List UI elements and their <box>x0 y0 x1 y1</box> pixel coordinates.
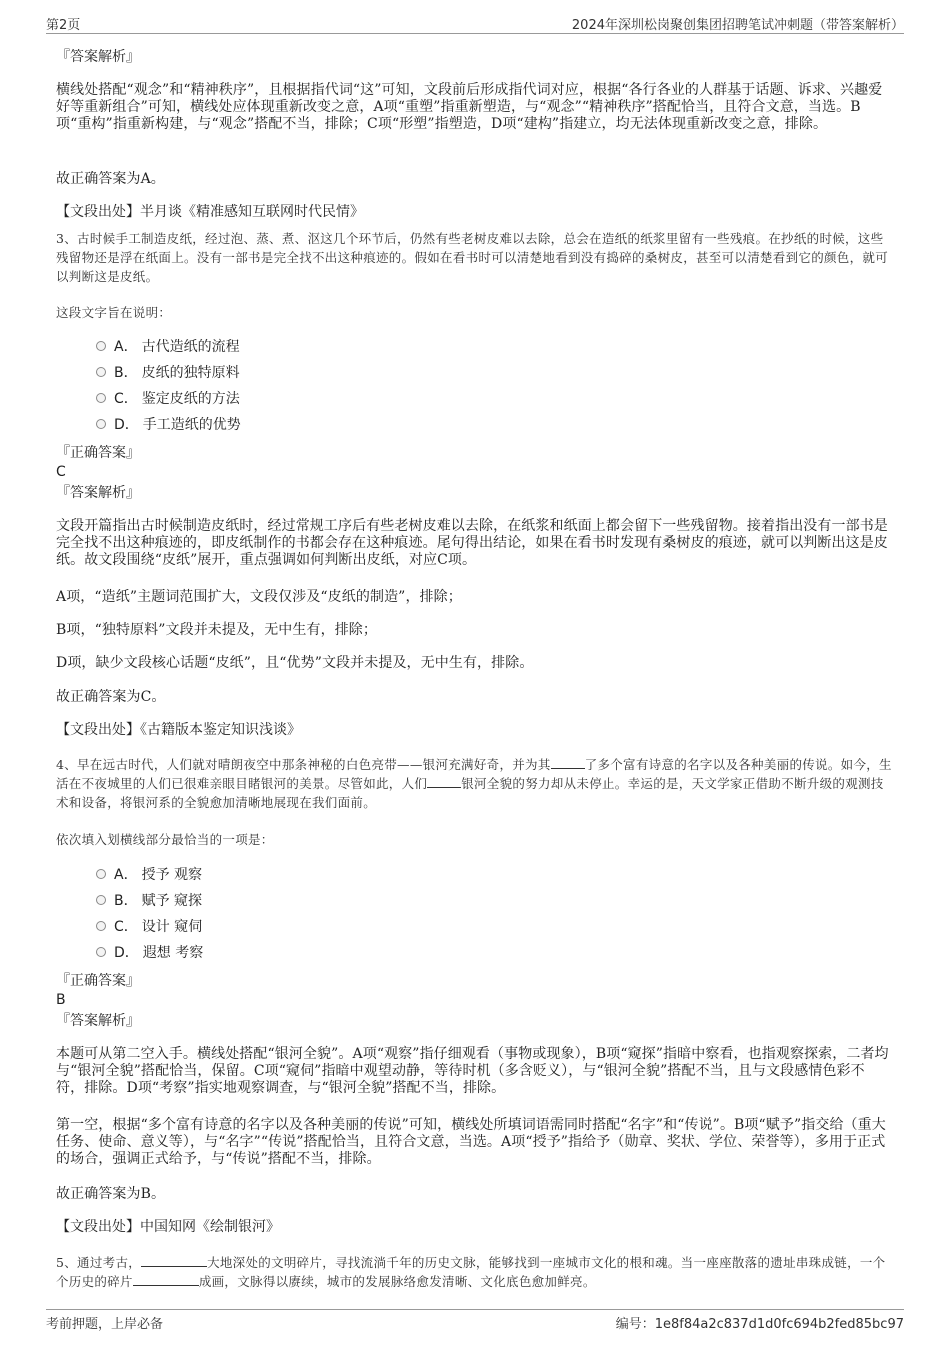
q3-analysis-text: 文段开篇指出古时候制造皮纸时，经过常规工序后有些老树皮难以去除，在纸浆和纸面上都会留下一些残留物。接着指出没有一部书是完全找不出这种痕迹的，即皮纸制作的书都会存在这种痕迹。尾句得出结论，如果在看书时发现有桑树皮的痕迹，就可以判断出这是皮纸。故文段围绕“皮纸”展开，重点强调如何判断出皮纸，对应C项。 <box>56 518 888 568</box>
q3-note-b: B项，“独特原料”文段并未提及，无中生有，排除； <box>56 622 378 638</box>
blank-1 <box>141 1254 207 1267</box>
q4-analysis-1: 本题可从第二空入手。横线处搭配“银河全貌”。A项“观察”指仔细观看（事物或现象），B项“窥探”指暗中察看，也指观察探索，二者均与“银河全貌”搭配恰当，保留。C项“窥伺”指暗中观望动静，等待时机（多含贬义），与“银河全貌”搭配不当，且与文段感情色彩不符，排除。D项“考察”指实地观察调查，与“银河全貌”搭配不当，排除。 <box>56 1046 889 1096</box>
radio-icon[interactable] <box>96 341 106 351</box>
q3-prompt: 这段文字旨在说明： <box>56 305 172 320</box>
radio-icon[interactable] <box>96 367 106 377</box>
q3-analysis-label: 『答案解析』 <box>56 485 140 501</box>
radio-icon[interactable] <box>96 869 106 879</box>
page-number: 第2页 <box>46 18 81 33</box>
q4-analysis-2: 第一空，根据“多个富有诗意的名字以及各种美丽的传说”可知，横线处所填词语需同时搭配“名字”和“传说”。B项“赋予”指交给（重大任务、使命、意义等），与“名字”“传说”搭配恰当，且符合文意，当选。A项“授予”指给予（勋章、奖状、学位、荣誉等），多用于正式的场合，强调正式给予，与“传说”搭配不当，排除。 <box>56 1117 886 1167</box>
q3-source: 【文段出处】《古籍版本鉴定知识浅谈》 <box>56 722 301 738</box>
blank-2 <box>427 775 461 788</box>
q4-conclusion: 故正确答案为B。 <box>56 1186 166 1202</box>
q4-prompt: 依次填入划横线部分最恰当的一项是： <box>56 832 274 847</box>
q3-note-a: A项，“造纸”主题词范围扩大，文段仅涉及“皮纸的制造”，排除； <box>56 589 462 605</box>
q2-conclusion: 故正确答案为A。 <box>56 171 165 187</box>
q4-source: 【文段出处】中国知网《绘制银河》 <box>56 1219 280 1235</box>
header-divider <box>46 33 904 34</box>
q3-option-b[interactable]: B． 皮纸的独特原料 <box>96 364 240 382</box>
q3-correct-label: 『正确答案』 <box>56 445 140 461</box>
q3-option-a[interactable]: A． 古代造纸的流程 <box>96 338 240 356</box>
q3-correct-answer: C <box>56 464 66 480</box>
radio-icon[interactable] <box>96 921 106 931</box>
q4-analysis-label: 『答案解析』 <box>56 1013 140 1029</box>
q4-option-b[interactable]: B． 赋予 窥探 <box>96 892 202 910</box>
radio-icon[interactable] <box>96 947 106 957</box>
q4-option-c[interactable]: C． 设计 窥伺 <box>96 918 202 936</box>
document-title: 2024年深圳松岗聚创集团招聘笔试冲刺题（带答案解析） <box>571 18 904 33</box>
q2-analysis-label: 『答案解析』 <box>56 49 140 65</box>
radio-icon[interactable] <box>96 895 106 905</box>
q2-analysis-text: 横线处搭配“观念”和“精神秩序”，且根据指代词“这”可知，文段前后形成指代词对应，根据“各行各业的人群基于话题、诉求、兴趣爱好等重新组合”可知，横线处应体现重新改变之意，A项“重塑”指重新塑造，与“观念”“精神秩序”搭配恰当，且符合文意，当选。B项“重构”指重新构建，与“观念”搭配不当，排除；C项“形塑”指塑造，D项“建构”指建立，均无法体现重新改变之意，排除。 <box>56 82 883 132</box>
q5-stem: 5、通过考古， 大地深处的文明碎片，寻找流淌千年的历史文脉，能够找到一座城市文化的根和魂。当一座座散落的遗址串珠成链，一个个历史的碎片 成画，文脉得以赓续，城市的发展脉络愈发清晰、文化底色愈加鲜亮。 <box>56 1255 886 1289</box>
q4-option-d[interactable]: D． 遐想 考察 <box>96 944 203 962</box>
q3-option-d[interactable]: D． 手工造纸的优势 <box>96 416 241 434</box>
radio-icon[interactable] <box>96 393 106 403</box>
q4-correct-label: 『正确答案』 <box>56 973 140 989</box>
radio-icon[interactable] <box>96 419 106 429</box>
footer-divider <box>46 1309 904 1310</box>
q4-stem: 4、早在远古时代，人们就对晴朗夜空中那条神秘的白色亮带——银河充满好奇，并为其 了多个富有诗意的名字以及各种美丽的传说。如今，生活在不夜城里的人们已很难亲眼目睹银河的美景。尽管如此，人们 银河全貌的努力却从未停止。幸运的是，天文学家正借助不断升级的观测技术和设备，将银河系的全貌愈加清晰地展现在我们面前。 <box>56 757 892 810</box>
q4-option-a[interactable]: A． 授予 观察 <box>96 866 202 884</box>
q2-source: 【文段出处】半月谈《精准感知互联网时代民情》 <box>56 204 364 220</box>
blank-1 <box>551 756 585 769</box>
document-code: 编号：1e8f84a2c837d1d0fc694b2fed85bc97 <box>615 1317 904 1332</box>
q3-option-c[interactable]: C． 鉴定皮纸的方法 <box>96 390 240 408</box>
q3-note-d: D项，缺少文段核心话题“皮纸”，且“优势”文段并未提及，无中生有，排除。 <box>56 655 534 671</box>
footer-slogan: 考前押题，上岸必备 <box>46 1317 164 1332</box>
q3-conclusion: 故正确答案为C。 <box>56 689 166 705</box>
q3-stem: 3、古时候手工制造皮纸，经过泡、蒸、煮、沤这几个环节后，仍然有些老树皮难以去除，总会在造纸的纸浆里留有一些残痕。在抄纸的时候，这些残留物还是浮在纸面上。没有一部书是完全找不出这种痕迹的。假如在看书时可以清楚地看到没有捣碎的桑树皮，甚至可以清楚看到它的颜色，就可以判断这是皮纸。 <box>56 231 889 284</box>
q4-correct-answer: B <box>56 992 66 1008</box>
blank-2 <box>133 1273 199 1286</box>
